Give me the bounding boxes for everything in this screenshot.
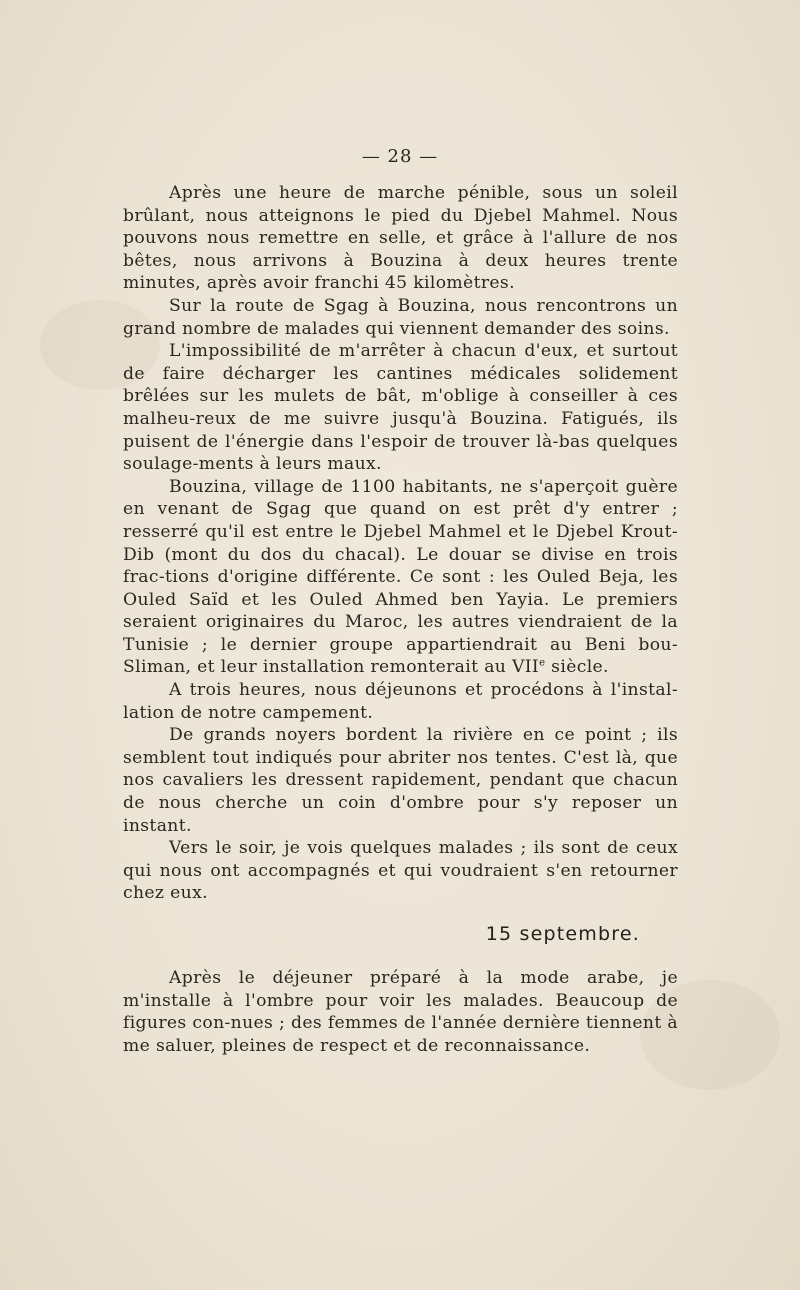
paragraph-text: siècle. [545,657,609,678]
paragraph [123,476,678,679]
paragraph: Sur la route de Sgag à Bouzina, nous rencontrons un grand nombre de malades qui viennent demander des soins. [123,295,678,339]
paragraph: L'impossibilité de m'arrêter à chacun d'eux, et surtout de faire décharger les cantines médicales solidement brêlées sur les mulets de bât, m'oblige à conseiller à ces malheu-reux de me suivre jusqu'à Bouzina. Fatigués, ils puisent de l'énergie dans l'espoir de trouver là-bas quelques soulage-ments à leurs maux. [123,341,678,475]
date-heading: 15 septembre. [485,923,640,945]
paragraph: A trois heures, nous déjeunons et procédons à l'instal-lation de notre campement. [123,680,678,723]
paragraph: Vers le soir, je vois quelques malades ; ils sont de ceux qui nous ont accompagnés et qui voudraient s'en retourner chez eux. [123,838,678,904]
superscript: e [539,657,546,669]
paragraph-text: Bouzina, village de 1100 habitants, ne s'aperçoit guère en venant de Sgag que quand on est prêt d'y entrer ; resserré qu'il est entre le Djebel Mahmel et le Djebel Krout-Dib (mont du dos du chacal). Le douar se divise en trois frac-tions d'origine différente. Ce sont : les Ouled Beja, les Ouled Saïd et les Ouled Ahmed ben Yayia. Le premiers seraient originaires du Maroc, les autres viendraient de la Tunisie ; le dernier groupe appartiendrait au Beni bou-Sliman, et leur installation remonterait au VII [123,476,678,678]
page-number: — 28 — [361,146,439,167]
body-text [123,182,678,1057]
paragraph: De grands noyers bordent la rivière en ce point ; ils semblent tout indiqués pour abriter nos tentes. C'est là, que nos cavaliers les dressent rapidement, pendant que chacun de nous cherche un coin d'ombre pour s'y reposer un instant. [123,725,678,836]
paragraph: Après une heure de marche pénible, sous un soleil brûlant, nous atteignons le pied du Djebel Mahmel. Nous pouvons nous remettre en selle, et grâce à l'allure de nos bêtes, nous arrivons à Bouzina à deux heures trente minutes, après avoir franchi 45 kilomètres. [123,183,678,294]
paragraph: Après le déjeuner préparé à la mode arabe, je m'installe à l'ombre pour voir les malades. Beaucoup de figures con-nues ; des femmes de l'année dernière tiennent à me saluer, pleines de respect et de reconnaissance. [123,968,678,1056]
